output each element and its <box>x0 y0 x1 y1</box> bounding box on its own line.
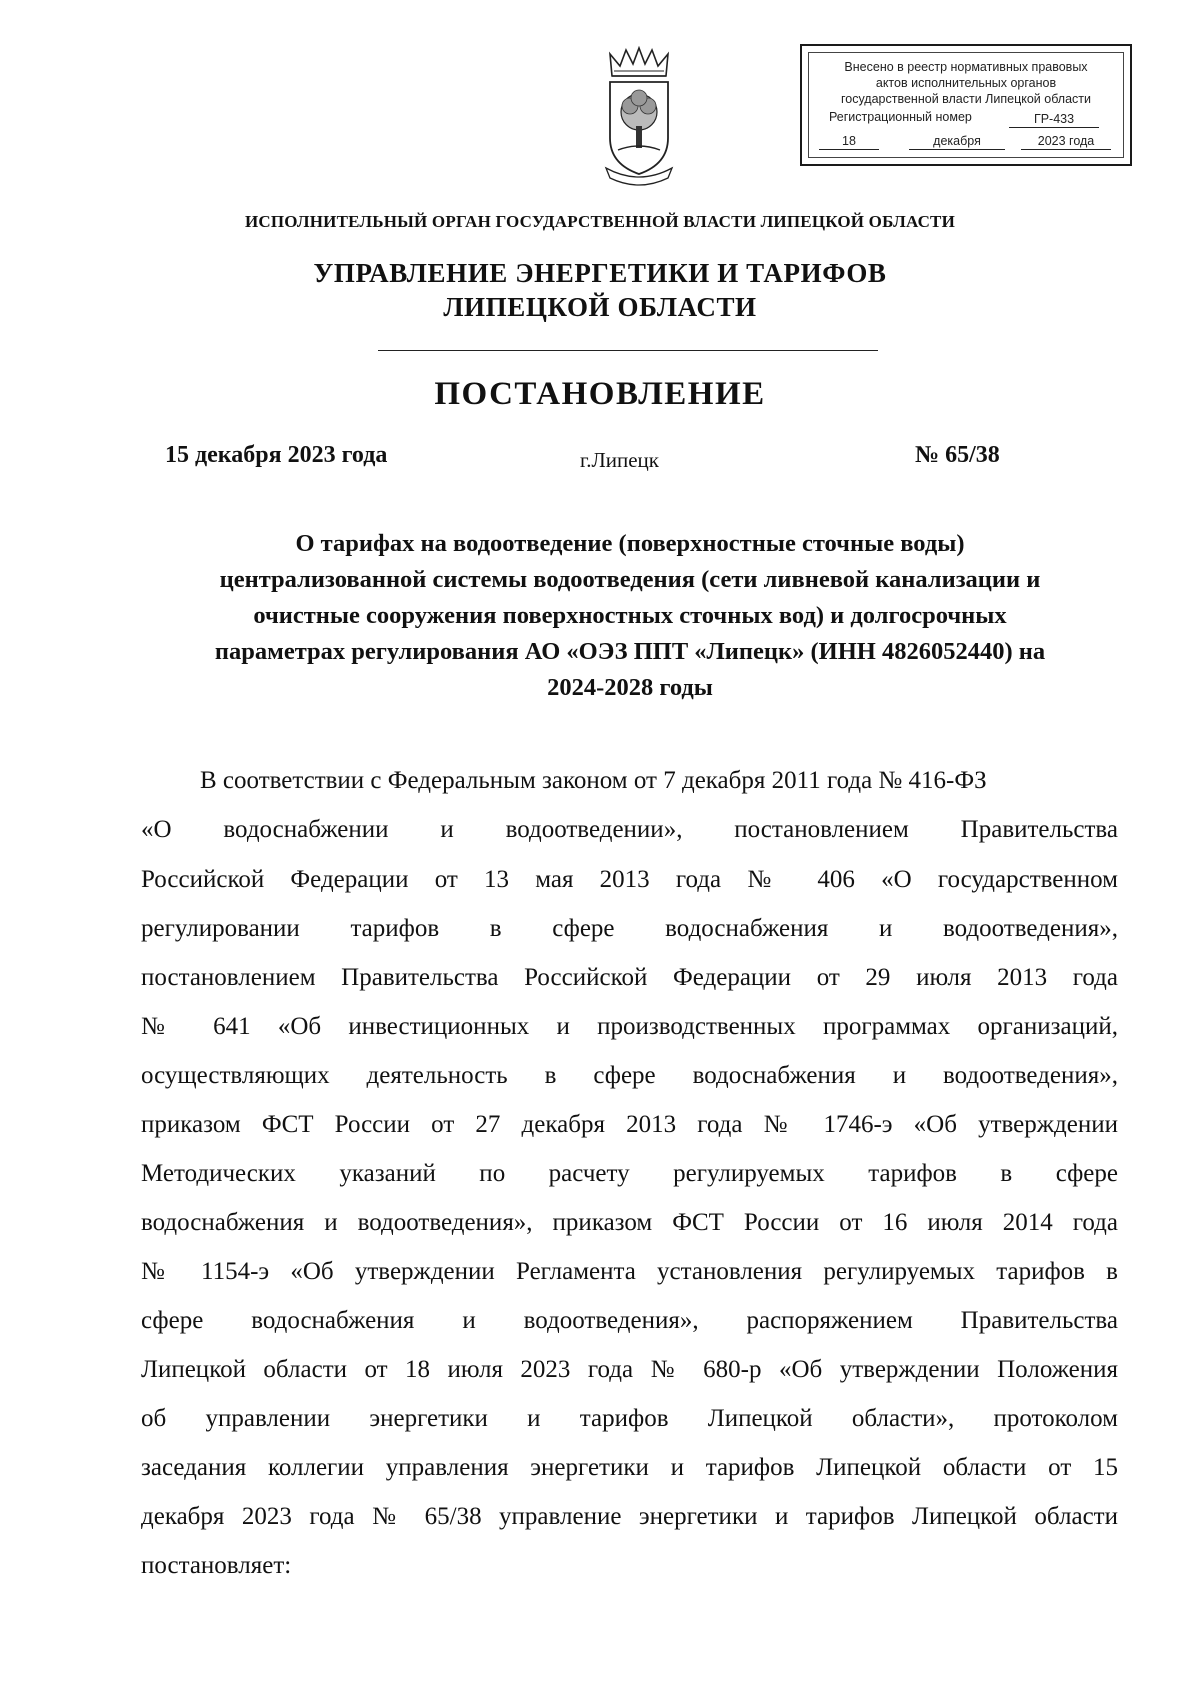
body-line: постановляет: <box>141 1552 292 1579</box>
body-line: водоснабжения и водоотведения», приказом ФСТ России от 16 июля 2014 года <box>141 1209 1118 1236</box>
body-line: Липецкой области от 18 июля 2023 года № 680-р «Об утверждении Положения <box>141 1356 1118 1383</box>
stamp-reg-label: Регистрационный номер <box>829 110 972 124</box>
body-line: осуществляющих деятельность в сфере водоснабжения и водоотведения», <box>141 1062 1118 1089</box>
title-line: очистные сооружения поверхностных сточных вод) и долгосрочных <box>253 602 1007 629</box>
title-line: централизованной системы водоотведения (сети ливневой канализации и <box>219 566 1041 593</box>
stamp-line: Внесено в реестр нормативных правовых <box>844 60 1088 74</box>
body-line: Методических указаний по расчету регулируемых тарифов в сфере <box>141 1160 1118 1187</box>
stamp-date-day: 18 <box>819 133 879 150</box>
document-type: ПОСТАНОВЛЕНИЕ <box>434 376 766 412</box>
document-city: г.Липецк <box>580 448 659 472</box>
body-line: № 641 «Об инвестиционных и производственных программах организаций, <box>141 1013 1118 1040</box>
body-line: № 1154-э «Об утверждении Регламента установления регулируемых тарифов в <box>141 1258 1118 1285</box>
body-line: сфере водоснабжения и водоотведения», распоряжением Правительства <box>141 1307 1118 1334</box>
stamp-line: актов исполнительных органов <box>875 76 1057 90</box>
issuing-organization: ИСПОЛНИТЕЛЬНЫЙ ОРГАН ГОСУДАРСТВЕННОЙ ВЛАСТИ ЛИПЕЦКОЙ ОБЛАСТИ <box>244 212 956 231</box>
body-line: об управлении энергетики и тарифов Липецкой области», протоколом <box>141 1405 1118 1432</box>
body-line: регулировании тарифов в сфере водоснабжения и водоотведения», <box>141 915 1118 942</box>
document-title <box>140 526 1120 706</box>
title-line: параметрах регулирования АО «ОЭЗ ППТ «Липецк» (ИНН 4826052440) на <box>214 638 1046 665</box>
stamp-inner-border <box>808 52 1124 158</box>
body-line: постановлением Правительства Российской Федерации от 29 июля 2013 года <box>141 964 1118 991</box>
body-line: В соответствии с Федеральным законом от 7 декабря 2011 года № 416-ФЗ <box>200 767 987 794</box>
body-line: декабря 2023 года № 65/38 управление энергетики и тарифов Липецкой области <box>141 1503 1118 1530</box>
header-divider <box>378 350 878 351</box>
coat-of-arms-emblem <box>602 46 676 186</box>
body-line: приказом ФСТ России от 27 декабря 2013 года № 1746-э «Об утверждении <box>141 1111 1118 1138</box>
title-line: О тарифах на водоотведение (поверхностные сточные воды) <box>295 530 965 557</box>
stamp-reg-number: ГР-433 <box>1009 111 1099 128</box>
body-line: заседания коллегии управления энергетики и тарифов Липецкой области от 15 <box>141 1454 1118 1481</box>
stamp-date-month: декабря <box>909 133 1005 150</box>
document-date: 15 декабря 2023 года <box>165 442 388 468</box>
department-name-line1: УПРАВЛЕНИЕ ЭНЕРГЕТИКИ И ТАРИФОВ <box>313 258 887 288</box>
stamp-date-year: 2023 года <box>1021 133 1111 150</box>
body-line: Российской Федерации от 13 мая 2013 года № 406 «О государственном <box>141 866 1118 893</box>
title-line: 2024-2028 годы <box>547 674 713 701</box>
department-name-line2: ЛИПЕЦКОЙ ОБЛАСТИ <box>443 292 757 322</box>
document-number: № 65/38 <box>915 442 1000 468</box>
registry-stamp <box>800 44 1132 166</box>
stamp-line: государственной власти Липецкой области <box>840 92 1092 106</box>
body-line: «О водоснабжении и водоотведении», постановлением Правительства <box>141 816 1118 843</box>
